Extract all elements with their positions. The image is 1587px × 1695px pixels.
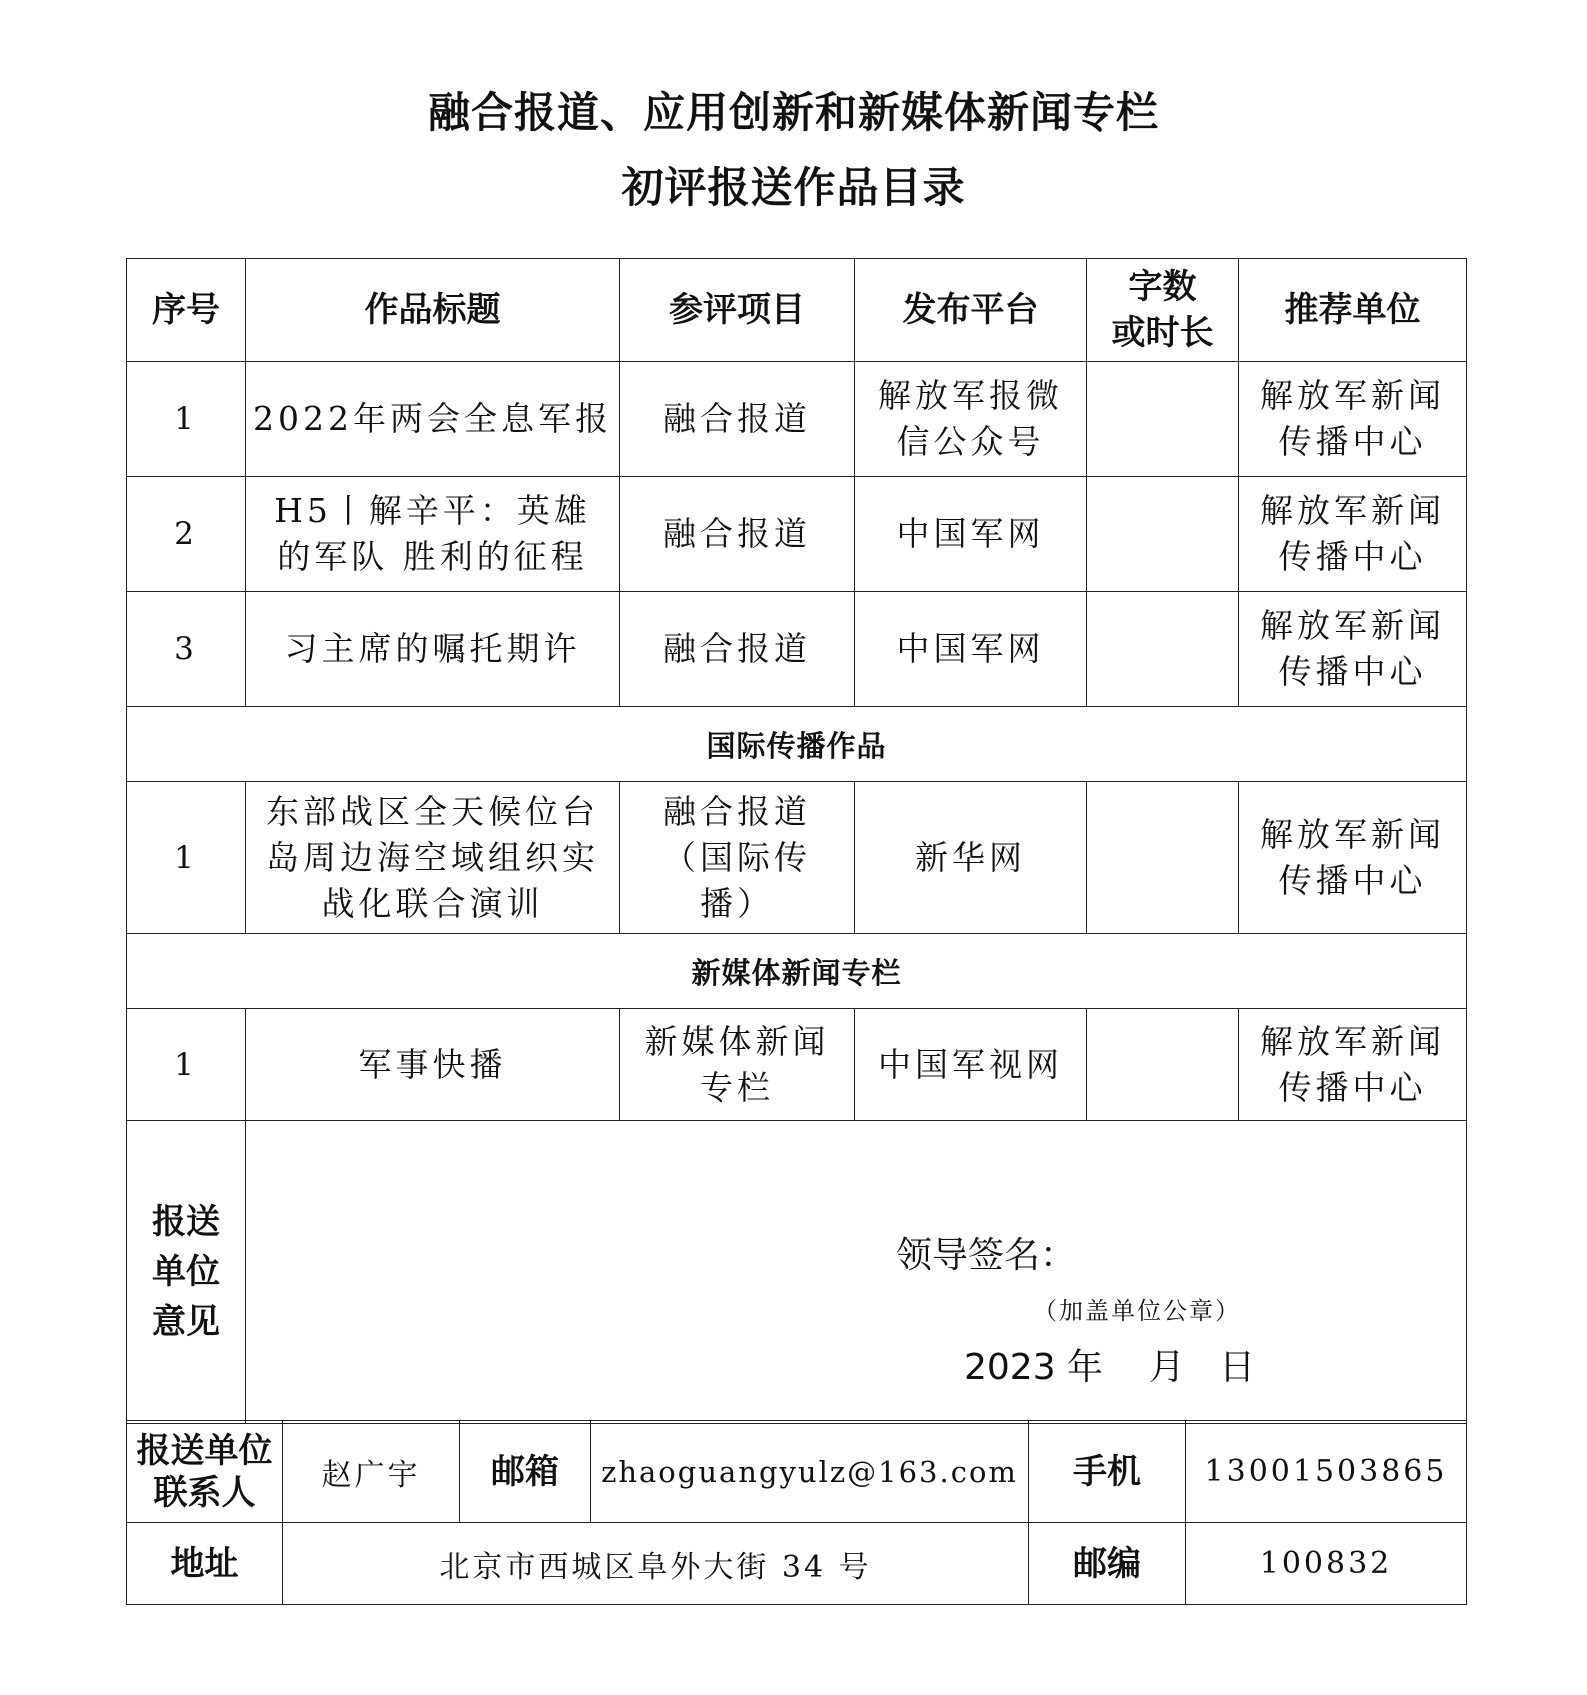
contact-person-label: 报送单位联系人 (127, 1421, 283, 1523)
row-title: 军事快播 (246, 1009, 620, 1121)
email-label: 邮箱 (460, 1421, 591, 1523)
header-work-title: 作品标题 (246, 259, 620, 362)
row-platform: 新华网 (855, 782, 1087, 934)
header-length-line2: 或时长 (1111, 313, 1214, 353)
section-title-international: 国际传播作品 (127, 707, 1467, 782)
row-title: 习主席的嘱托期许 (246, 592, 620, 707)
header-length (1087, 259, 1239, 362)
row-title: 2022年两会全息军报 (246, 362, 620, 477)
row-recommender: 解放军新闻传播中心 (1239, 782, 1467, 934)
row-seq: 3 (127, 592, 246, 707)
row-length (1087, 1009, 1239, 1121)
row-recommender: 解放军新闻传播中心 (1239, 1009, 1467, 1121)
row-length (1087, 592, 1239, 707)
page-title-line2: 初评报送作品目录 (621, 163, 966, 212)
row-category: 融合报道 (620, 362, 855, 477)
opinion-row (127, 1121, 1467, 1424)
header-platform: 发布平台 (855, 259, 1087, 362)
row-seq: 1 (127, 1009, 246, 1121)
header-recommender: 推荐单位 (1239, 259, 1467, 362)
contact-row (127, 1421, 1467, 1523)
row-platform: 中国军网 (855, 592, 1087, 707)
row-seq: 2 (127, 477, 246, 592)
row-title: H5丨解辛平：英雄的军队 胜利的征程 (246, 477, 620, 592)
row-length (1087, 782, 1239, 934)
row-recommender: 解放军新闻传播中心 (1239, 477, 1467, 592)
row-seq: 1 (127, 362, 246, 477)
row-recommender: 解放军新闻传播中心 (1239, 362, 1467, 477)
table-row (127, 1009, 1467, 1121)
row-title: 东部战区全天候位台岛周边海空域组织实战化联合演训 (246, 782, 620, 934)
contact-table (126, 1420, 1467, 1605)
email-value: zhaoguangyulz@163.com (591, 1421, 1029, 1523)
seal-note: （加盖单位公章） (1033, 1297, 1241, 1325)
table-header-row (127, 259, 1467, 362)
page-title-line1: 融合报道、应用创新和新媒体新闻专栏 (427, 88, 1159, 137)
row-platform: 中国军视网 (855, 1009, 1087, 1121)
contact-person-name: 赵广宇 (283, 1421, 460, 1523)
header-category: 参评项目 (620, 259, 855, 362)
table-row (127, 782, 1467, 934)
row-length (1087, 477, 1239, 592)
opinion-area (246, 1121, 1467, 1424)
date-line: 2023 年 月 日 (964, 1347, 1256, 1388)
works-table (126, 258, 1467, 1424)
row-recommender: 解放军新闻传播中心 (1239, 592, 1467, 707)
postcode-value: 100832 (1186, 1523, 1467, 1605)
phone-value: 13001503865 (1186, 1421, 1467, 1523)
row-length (1087, 362, 1239, 477)
section-row (127, 934, 1467, 1009)
address-row (127, 1523, 1467, 1605)
table-row (127, 362, 1467, 477)
header-seq: 序号 (127, 259, 246, 362)
section-title-new-media: 新媒体新闻专栏 (127, 934, 1467, 1009)
row-seq: 1 (127, 782, 246, 934)
header-length-line1: 字数 (1128, 267, 1197, 307)
row-category: 融合报道（国际传播） (620, 782, 855, 934)
opinion-label: 报送单位意见 (127, 1121, 246, 1424)
signature-label: 领导签名： (896, 1235, 1077, 1276)
address-label: 地址 (127, 1523, 283, 1605)
table-row (127, 477, 1467, 592)
table-row (127, 592, 1467, 707)
address-value: 北京市西城区阜外大街 34 号 (283, 1523, 1029, 1605)
row-category: 融合报道 (620, 592, 855, 707)
row-platform: 解放军报微信公众号 (855, 362, 1087, 477)
row-platform: 中国军网 (855, 477, 1087, 592)
row-category: 新媒体新闻专栏 (620, 1009, 855, 1121)
row-category: 融合报道 (620, 477, 855, 592)
phone-label: 手机 (1029, 1421, 1186, 1523)
postcode-label: 邮编 (1029, 1523, 1186, 1605)
section-row (127, 707, 1467, 782)
